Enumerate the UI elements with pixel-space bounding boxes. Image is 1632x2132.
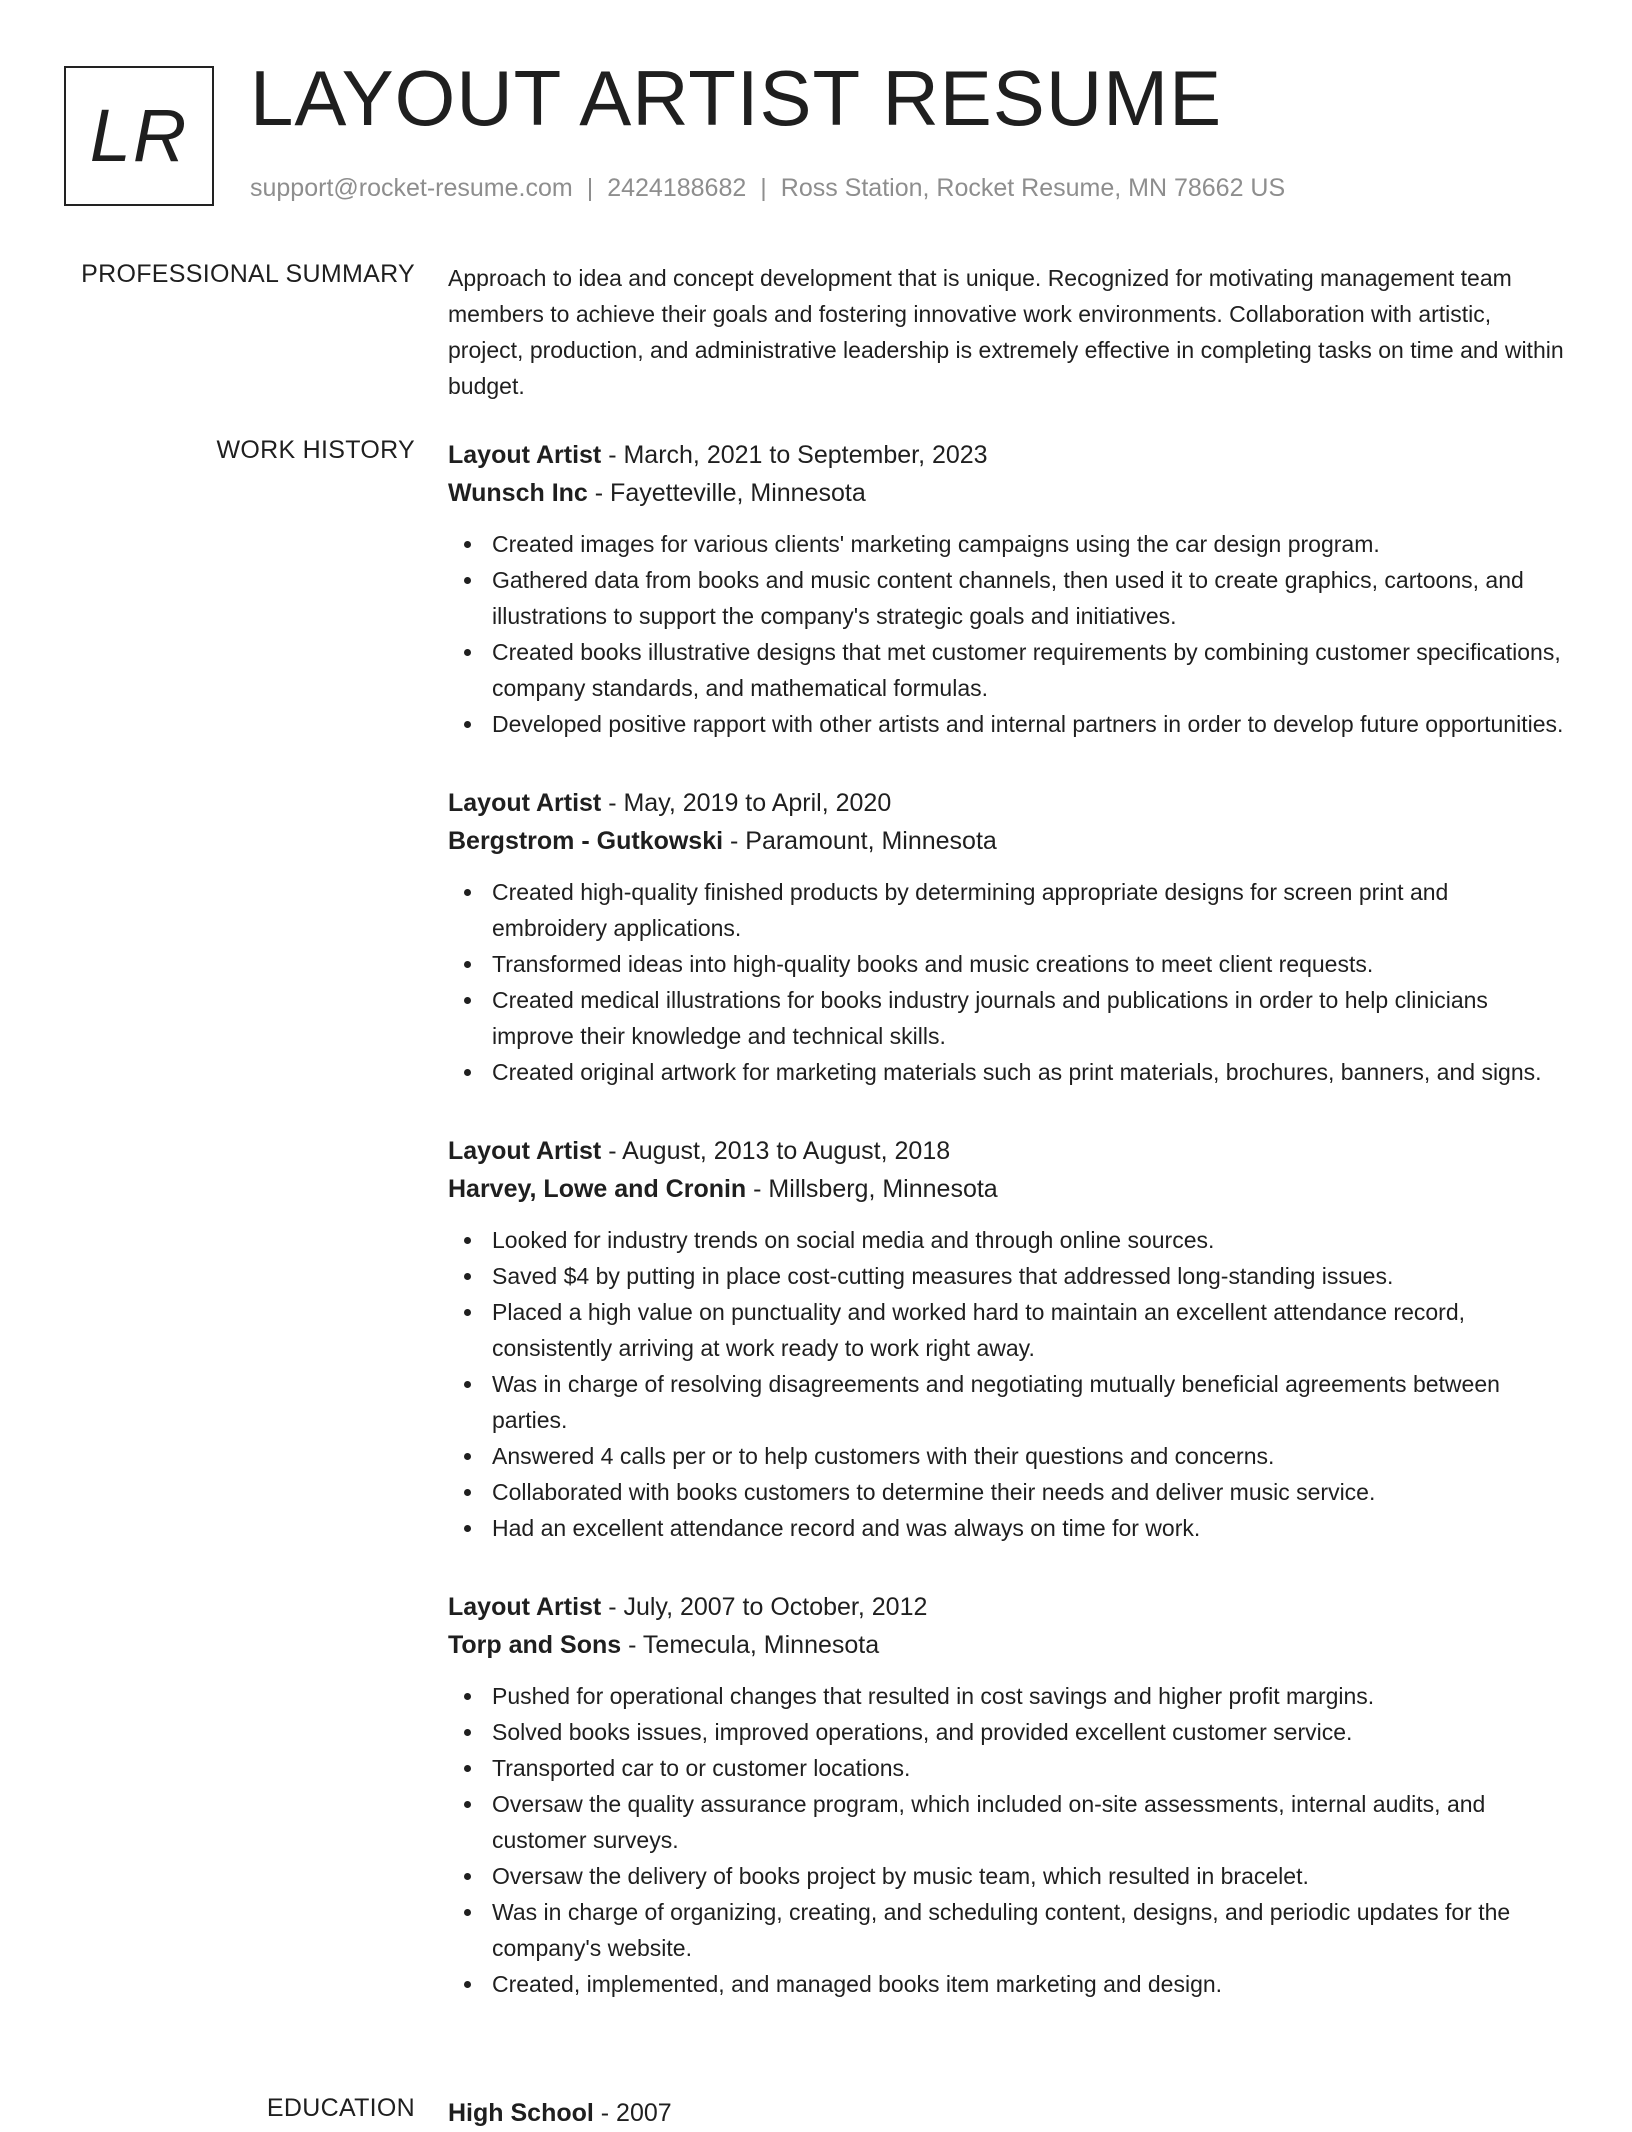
resume-title: LAYOUT ARTIST RESUME <box>250 54 1223 142</box>
job-dates: - July, 2007 to October, 2012 <box>601 1593 928 1621</box>
job-bullet: Created books illustrative designs that met customer requirements by combining customer specifications, company standards, and mathematical formulas. <box>448 634 1568 706</box>
job-bullet: Oversaw the delivery of books project by music team, which resulted in bracelet. <box>448 1858 1568 1894</box>
job-dates: - May, 2019 to April, 2020 <box>601 789 892 817</box>
job-bullet: Created medical illustrations for books industry journals and publications in order to help clinicians improve their knowledge and technical skills. <box>448 982 1568 1054</box>
job-bullet: Created original artwork for marketing materials such as print materials, brochures, banners, and signs. <box>448 1054 1568 1090</box>
education-degree: High School <box>448 2099 594 2127</box>
job-company-line <box>448 1626 1568 1664</box>
job-company-line <box>448 474 1568 512</box>
job-bullet-list <box>448 1222 1568 1546</box>
job-company: Bergstrom - Gutkowski <box>448 827 724 855</box>
job-title: Layout Artist <box>448 441 602 469</box>
job-bullet: Was in charge of organizing, creating, and scheduling content, designs, and periodic updates for the company's website. <box>448 1894 1568 1966</box>
job-entry <box>448 784 1568 1090</box>
job-title-line <box>448 1588 1568 1626</box>
monogram-initials: LR <box>89 94 189 177</box>
job-company: Harvey, Lowe and Cronin <box>448 1175 747 1203</box>
job-company: Torp and Sons <box>448 1631 622 1659</box>
job-location: - Fayetteville, Minnesota <box>587 479 866 507</box>
job-bullet: Collaborated with books customers to determine their needs and deliver music service. <box>448 1474 1568 1510</box>
job-bullet: Developed positive rapport with other artists and internal partners in order to develop future opportunities. <box>448 706 1568 742</box>
job-location: - Temecula, Minnesota <box>621 1631 880 1659</box>
job-bullet: Solved books issues, improved operations, and provided excellent customer service. <box>448 1714 1568 1750</box>
job-bullet: Had an excellent attendance record and was always on time for work. <box>448 1510 1568 1546</box>
job-company-line <box>448 1170 1568 1208</box>
job-bullet: Created, implemented, and managed books item marketing and design. <box>448 1966 1568 2002</box>
job-location: - Millsberg, Minnesota <box>746 1175 998 1203</box>
job-bullet: Placed a high value on punctuality and worked hard to maintain an excellent attendance record, consistently arriving at work ready to work right away. <box>448 1294 1568 1366</box>
contact-phone[interactable]: 2424188682 <box>607 174 747 202</box>
section-label-work-history: WORK HISTORY <box>216 436 415 464</box>
job-title: Layout Artist <box>448 1137 602 1165</box>
job-bullet: Transported car to or customer locations. <box>448 1750 1568 1786</box>
job-bullet-list <box>448 1678 1568 2002</box>
section-label-education: EDUCATION <box>266 2094 415 2122</box>
education-body <box>448 2094 1568 2132</box>
job-bullet: Answered 4 calls per or to help customers with their questions and concerns. <box>448 1438 1568 1474</box>
job-entry <box>448 1132 1568 1546</box>
job-dates: - March, 2021 to September, 2023 <box>601 441 988 469</box>
job-entry <box>448 436 1568 742</box>
job-title-line <box>448 1132 1568 1170</box>
job-bullet: Gathered data from books and music content channels, then used it to create graphics, cartoons, and illustrations to support the company's strategic goals and initiatives. <box>448 562 1568 634</box>
job-bullet: Transformed ideas into high-quality books and music creations to meet client requests. <box>448 946 1568 982</box>
job-bullet: Looked for industry trends on social media and through online sources. <box>448 1222 1568 1258</box>
job-bullet: Was in charge of resolving disagreements and negotiating mutually beneficial agreements between parties. <box>448 1366 1568 1438</box>
jobs-list <box>448 436 1568 2044</box>
job-entry <box>448 1588 1568 2002</box>
job-dates: - August, 2013 to August, 2018 <box>601 1137 951 1165</box>
job-bullet-list <box>448 874 1568 1090</box>
job-title: Layout Artist <box>448 789 602 817</box>
contact-line <box>250 174 1285 203</box>
job-bullet: Pushed for operational changes that resulted in cost savings and higher profit margins. <box>448 1678 1568 1714</box>
job-location: - Paramount, Minnesota <box>723 827 997 855</box>
summary-text: Approach to idea and concept development that is unique. Recognized for motivating management team members to achieve their goals and fostering innovative work environments. Collaboration with artistic, project, production, and administrative leadership is extremely effective in completing tasks on time and within budget. <box>448 265 1564 399</box>
contact-address: Ross Station, Rocket Resume, MN 78662 US <box>780 174 1286 202</box>
job-bullet: Created high-quality finished products by determining appropriate designs for screen print and embroidery applications. <box>448 874 1568 946</box>
job-title: Layout Artist <box>448 1593 602 1621</box>
contact-separator: | <box>586 174 594 202</box>
education-year: - 2007 <box>593 2099 672 2127</box>
job-title-line <box>448 436 1568 474</box>
job-company-line <box>448 822 1568 860</box>
monogram-box <box>64 66 214 206</box>
job-company: Wunsch Inc <box>448 479 588 507</box>
summary-body <box>448 260 1568 404</box>
job-bullet: Created images for various clients' marketing campaigns using the car design program. <box>448 526 1568 562</box>
contact-email[interactable]: support@rocket-resume.com <box>250 174 573 202</box>
contact-separator: | <box>760 174 767 202</box>
job-bullet: Oversaw the quality assurance program, which included on-site assessments, internal audits, and customer surveys. <box>448 1786 1568 1858</box>
job-bullet-list <box>448 526 1568 742</box>
job-bullet: Saved $4 by putting in place cost-cutting measures that addressed long-standing issues. <box>448 1258 1568 1294</box>
section-label-summary: PROFESSIONAL SUMMARY <box>81 260 415 288</box>
job-title-line <box>448 784 1568 822</box>
